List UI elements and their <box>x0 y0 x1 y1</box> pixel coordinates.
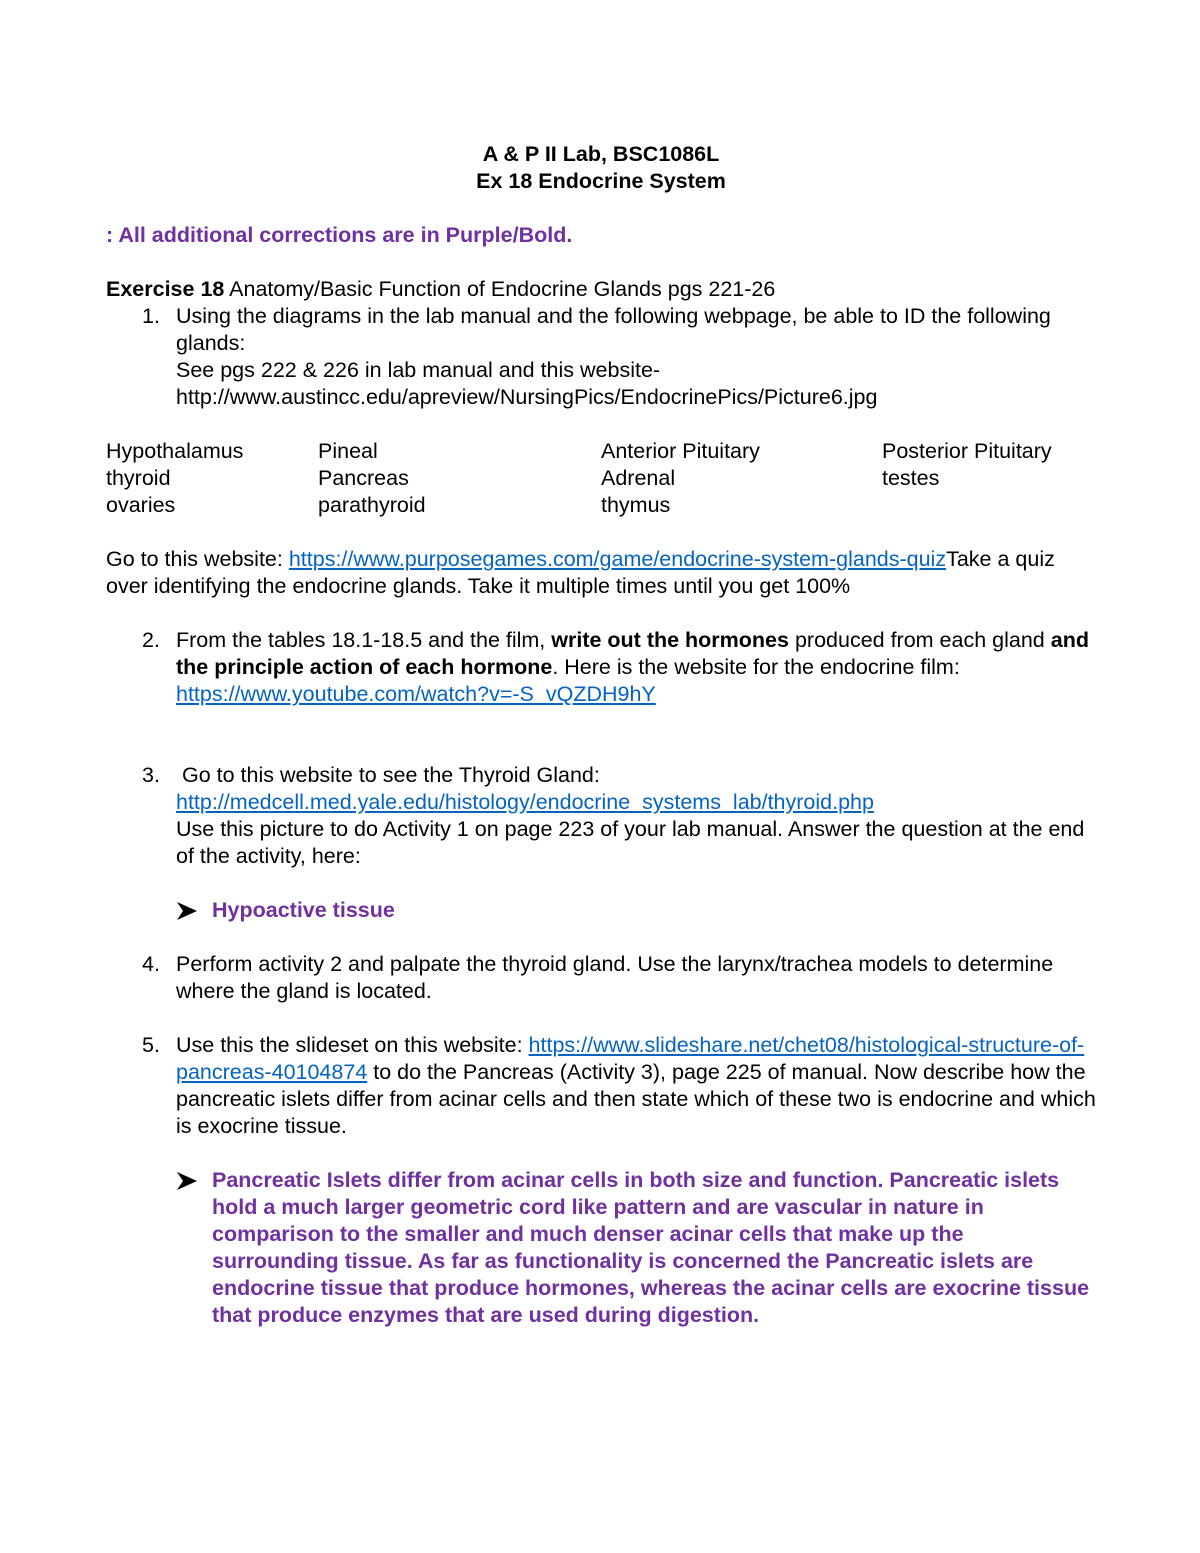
item1-url: http://www.austincc.edu/apreview/NursingPics/EndocrinePics/Picture6.jpg <box>176 385 878 409</box>
document-subtitle: Ex 18 Endocrine System <box>476 169 726 193</box>
item4-text: Perform activity 2 and palpate the thyroid gland. Use the larynx/trachea models to determine where the gland is located. <box>176 952 1054 1003</box>
list-item-2 <box>106 627 1096 708</box>
document-page <box>106 141 1096 1329</box>
answer-item5 <box>106 1167 1096 1329</box>
quiz-suffix: Take a quiz over identifying the endocrine glands. Take it multiple times until you get 100% <box>106 547 1055 598</box>
list-item-1 <box>106 303 1096 411</box>
gland-name: thyroid <box>106 466 171 490</box>
item2-text: . Here is the website for the endocrine film: <box>552 655 960 679</box>
list-number: 1. <box>142 304 160 328</box>
gland-name: ovaries <box>106 493 176 517</box>
arrowhead-bullet-icon <box>176 1172 198 1190</box>
glands-list <box>106 438 1096 519</box>
item3-instruction: Use this picture to do Activity 1 on page 223 of your lab manual. Answer the question at the end of the activity, here: <box>176 817 1085 868</box>
document-title: A & P II Lab, BSC1086L <box>482 142 720 166</box>
thyroid-link[interactable]: http://medcell.med.yale.edu/histology/endocrine_systems_lab/thyroid.php <box>176 790 874 814</box>
answer-item3 <box>106 897 1096 924</box>
item2-bold-action: and the principle action of each hormone <box>176 628 1089 679</box>
answer-text: Hypoactive tissue <box>212 898 395 922</box>
arrowhead-bullet-icon <box>176 902 198 920</box>
item2-text: From the tables 18.1-18.5 and the film, <box>176 628 552 652</box>
quiz-paragraph <box>106 546 1096 600</box>
gland-name: parathyroid <box>318 493 426 517</box>
list-item-4 <box>106 951 1096 1005</box>
list-number: 5. <box>142 1033 160 1057</box>
gland-name <box>882 492 1092 519</box>
gland-name: Posterior Pituitary <box>882 439 1052 463</box>
film-link[interactable]: https://www.youtube.com/watch?v=-S_vQZDH9hY <box>176 682 656 706</box>
corrections-note: : All additional corrections are in Purple/Bold. <box>106 223 573 247</box>
list-item-5 <box>106 1032 1096 1140</box>
slideset-link[interactable]: https://www.slideshare.net/chet08/histological-structure-of-pancreas-40104874 <box>176 1033 1085 1084</box>
item2-text: produced from each gland <box>788 628 1051 652</box>
gland-name: Anterior Pituitary <box>601 439 760 463</box>
list-item-3 <box>106 762 1096 870</box>
item3-text: Go to this website to see the Thyroid Gland: <box>176 763 600 787</box>
gland-name: testes <box>882 466 940 490</box>
quiz-prefix: Go to this website: <box>106 547 289 571</box>
list-number: 3. <box>142 763 160 787</box>
item1-see-pages: See pgs 222 & 226 in lab manual and this website- <box>176 358 661 382</box>
gland-name: Pineal <box>318 439 378 463</box>
exercise-heading <box>106 276 1096 303</box>
exercise-heading-text: Anatomy/Basic Function of Endocrine Glands pgs 221-26 <box>224 277 776 301</box>
item2-bold-hormones: write out the hormones <box>551 628 789 652</box>
item1-text: Using the diagrams in the lab manual and the following webpage, be able to ID the following glands: <box>176 304 1051 355</box>
gland-name: Hypothalamus <box>106 439 244 463</box>
list-number: 2. <box>142 628 160 652</box>
gland-name: Pancreas <box>318 466 409 490</box>
answer-text: Pancreatic Islets differ from acinar cells in both size and function. Pancreatic islets hold a much larger geometric cord like pattern and are vascular in nature in comparison to the smaller and much denser acinar cells that make up the surrounding tissue. As far as functionality is concerned the Pancreatic islets are endocrine tissue that produce hormones, whereas the acinar cells are exocrine tissue that produce enzymes that are used during digestion. <box>212 1168 1090 1327</box>
list-number: 4. <box>142 952 160 976</box>
gland-name: Adrenal <box>601 466 676 490</box>
item5-text: to do the Pancreas (Activity 3), page 225 of manual. Now describe how the pancreatic islets differ from acinar cells and then state which of these two is endocrine and which is exocrine tissue. <box>176 1060 1096 1138</box>
quiz-link[interactable]: https://www.purposegames.com/game/endocrine-system-glands-quiz <box>288 547 947 571</box>
exercise-label: Exercise 18 <box>106 277 225 301</box>
item5-text: Use this the slideset on this website: <box>176 1033 529 1057</box>
gland-name: thymus <box>601 493 671 517</box>
